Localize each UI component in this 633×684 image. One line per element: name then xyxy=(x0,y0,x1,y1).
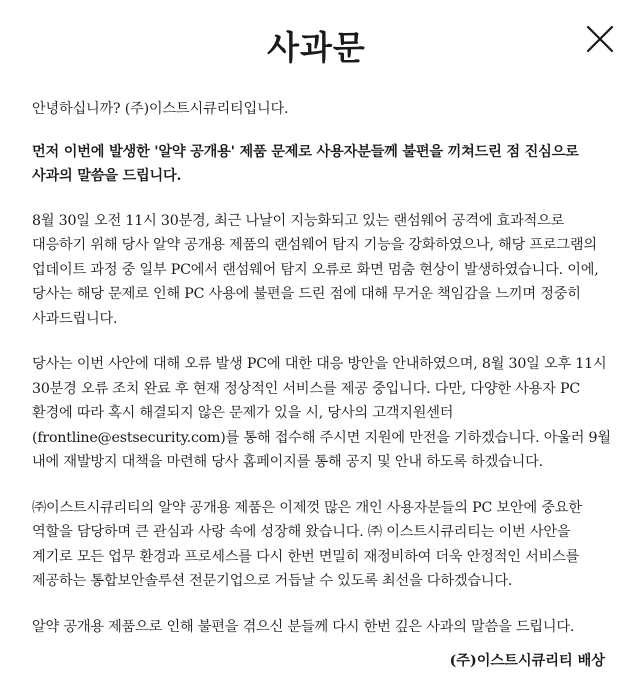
closing-paragraph: 알약 공개용 제품으로 인해 불편을 겪으신 분들께 다시 한번 깊은 사과의 말씀을 드립니다. xyxy=(32,618,575,635)
response-paragraph: 당사는 이번 사안에 대해 오류 발생 PC에 대한 대응 방안을 안내하였으며, 8월 30일 오후 11시 30분경 오류 조치 완료 후 현재 정상적인 서비스를 제공 중입니다. 다만, 다양한 사용자 PC 환경에 따라 혹시 해결되지 않은 문제가 있을 시, 당사의 고객지원센터(frontline@estsecurity.com)를 통해 접수해 주시면 지원에 만전을 기하겠습니다. 아울러 9월 내에 재발방지 대책을 마련해 당사 홈페이지를 통해 공지 및 안내 하도록 하겠습니다. xyxy=(32,356,611,470)
incident-paragraph: 8월 30일 오전 11시 30분경, 최근 나날이 지능화되고 있는 랜섬웨어 공격에 효과적으로 대응하기 위해 당사 알약 공개용 제품의 랜섬웨어 탐지 기능을 강화하였으나, 해당 프로그램의 업데이트 과정 중 일부 PC에서 랜섬웨어 탐지 오류로 화면 멈춤 현상이 발생하였습니다. 이에, 당사는 해당 문제로 인해 PC 사용에 불편을 드린 점에 대해 무거운 책임감을 느끼며 정중히 사과드립니다. xyxy=(32,212,599,327)
dialog-content xyxy=(32,97,614,660)
signature: (주)이스트시큐리티 배상 xyxy=(449,653,605,669)
greeting-text: 안녕하십니까? (주)이스트시큐리티입니다. xyxy=(32,101,289,117)
apology-main-text: 먼저 이번에 발생한 '알약 공개용' 제품 문제로 사용자분들께 불편을 끼쳐드린 점 진심으로 사과의 말씀을 드립니다. xyxy=(32,143,579,184)
close-button[interactable] xyxy=(585,24,615,54)
commitment-paragraph: ㈜이스트시큐리티의 알약 공개용 제품은 이제껏 많은 개인 사용자분들의 PC 보안에 중요한 역할을 담당하며 큰 관심과 사랑 속에 성장해 왔습니다. ㈜ 이스트시큐리티는 이번 사안을 계기로 모든 업무 환경과 프로세스를 다시 한번 면밀히 재정비하여 더욱 안정적인 서비스를 제공하는 통합보안솔루션 전문기업으로 거듭날 수 있도록 최선을 다하겠습니다. xyxy=(32,499,582,589)
close-icon xyxy=(585,24,615,54)
dialog-title: 사과문 xyxy=(267,28,366,67)
